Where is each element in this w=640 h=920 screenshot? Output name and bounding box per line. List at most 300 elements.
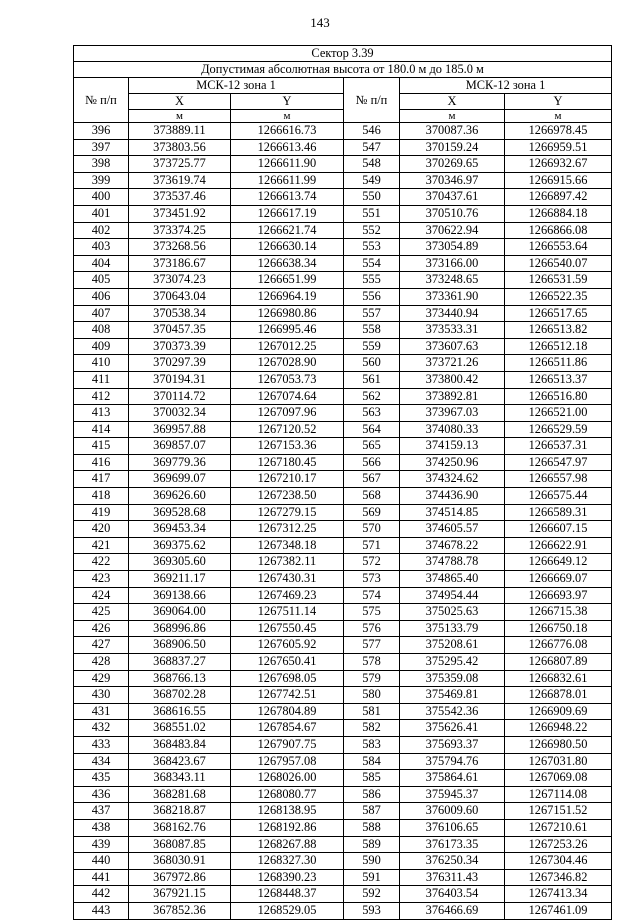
cell-x-left: 373619.74: [129, 172, 231, 189]
cell-y-right: 1266948.22: [505, 720, 612, 737]
cell-y-right: 1266516.80: [505, 388, 612, 405]
cell-y-right: 1266866.08: [505, 222, 612, 239]
cell-number-right: 577: [344, 637, 400, 654]
cell-x-right: 374080.33: [400, 421, 505, 438]
table-row: [74, 222, 612, 239]
cell-x-right: 373248.65: [400, 272, 505, 289]
table-row: [74, 554, 612, 571]
cell-x-left: 373889.11: [129, 123, 231, 140]
table-row: [74, 620, 612, 637]
cell-x-left: 368551.02: [129, 720, 231, 737]
cell-x-left: 373074.23: [129, 272, 231, 289]
cell-y-right: 1266980.50: [505, 736, 612, 753]
cell-y-left: 1267957.08: [231, 753, 344, 770]
cell-x-right: 370346.97: [400, 172, 505, 189]
cell-y-right: 1266978.45: [505, 123, 612, 140]
table-row: [74, 587, 612, 604]
cell-y-left: 1266964.19: [231, 288, 344, 305]
cell-x-left: 369305.60: [129, 554, 231, 571]
cell-x-right: 370437.61: [400, 189, 505, 206]
cell-y-right: 1266537.31: [505, 438, 612, 455]
cell-x-right: 375025.63: [400, 604, 505, 621]
cell-y-left: 1268026.00: [231, 770, 344, 787]
cell-x-right: 373361.90: [400, 288, 505, 305]
cell-number-left: 434: [74, 753, 129, 770]
cell-y-right: 1266932.67: [505, 156, 612, 173]
cell-number-right: 551: [344, 205, 400, 222]
cell-y-left: 1267698.05: [231, 670, 344, 687]
cell-y-right: 1266693.97: [505, 587, 612, 604]
cell-number-left: 416: [74, 454, 129, 471]
cell-y-right: 1266589.31: [505, 504, 612, 521]
cell-number-left: 399: [74, 172, 129, 189]
col-header-number-left: № п/п: [74, 78, 129, 123]
cell-number-left: 405: [74, 272, 129, 289]
table-row: [74, 355, 612, 372]
cell-x-right: 376466.69: [400, 902, 505, 919]
cell-x-right: 374954.44: [400, 587, 505, 604]
cell-y-right: 1266715.38: [505, 604, 612, 621]
cell-x-left: 370194.31: [129, 371, 231, 388]
cell-y-left: 1267650.41: [231, 654, 344, 671]
cell-x-left: 369211.17: [129, 571, 231, 588]
cell-number-right: 547: [344, 139, 400, 156]
cell-y-right: 1266522.35: [505, 288, 612, 305]
cell-x-right: 375693.37: [400, 736, 505, 753]
cell-y-right: 1266750.18: [505, 620, 612, 637]
cell-number-left: 422: [74, 554, 129, 571]
cell-number-left: 442: [74, 886, 129, 903]
cell-y-left: 1268448.37: [231, 886, 344, 903]
cell-x-right: 375133.79: [400, 620, 505, 637]
cell-y-left: 1267053.73: [231, 371, 344, 388]
cell-number-right: 561: [344, 371, 400, 388]
cell-y-left: 1267804.89: [231, 703, 344, 720]
cell-x-right: 373892.81: [400, 388, 505, 405]
cell-number-right: 563: [344, 405, 400, 422]
cell-number-left: 439: [74, 836, 129, 853]
cell-x-left: 369779.36: [129, 454, 231, 471]
cell-x-left: 367852.36: [129, 902, 231, 919]
cell-number-left: 415: [74, 438, 129, 455]
cell-x-right: 375295.42: [400, 654, 505, 671]
cell-x-right: 370622.94: [400, 222, 505, 239]
table-row: [74, 488, 612, 505]
unit-y-right: м: [505, 110, 612, 123]
coordinates-table: [73, 45, 612, 920]
cell-number-left: 432: [74, 720, 129, 737]
cell-y-right: 1267253.26: [505, 836, 612, 853]
cell-number-right: 562: [344, 388, 400, 405]
cell-x-right: 373967.03: [400, 405, 505, 422]
cell-y-right: 1266531.59: [505, 272, 612, 289]
cell-y-left: 1266617.19: [231, 205, 344, 222]
unit-x-right: м: [400, 110, 505, 123]
cell-number-left: 424: [74, 587, 129, 604]
cell-x-left: 368996.86: [129, 620, 231, 637]
cell-x-left: 368423.67: [129, 753, 231, 770]
cell-y-left: 1267120.52: [231, 421, 344, 438]
cell-y-left: 1266638.34: [231, 255, 344, 272]
cell-number-left: 421: [74, 537, 129, 554]
table-row: [74, 239, 612, 256]
cell-y-right: 1266512.18: [505, 338, 612, 355]
cell-x-left: 373268.56: [129, 239, 231, 256]
cell-number-left: 436: [74, 786, 129, 803]
cell-y-right: 1267210.61: [505, 819, 612, 836]
cell-number-left: 438: [74, 819, 129, 836]
cell-x-left: 370538.34: [129, 305, 231, 322]
cell-number-left: 398: [74, 156, 129, 173]
table-row: [74, 803, 612, 820]
cell-x-left: 370032.34: [129, 405, 231, 422]
cell-number-left: 400: [74, 189, 129, 206]
cell-number-right: 554: [344, 255, 400, 272]
table-row: [74, 703, 612, 720]
cell-y-right: 1266622.91: [505, 537, 612, 554]
table-body: [74, 123, 612, 920]
cell-y-right: 1266553.64: [505, 239, 612, 256]
cell-number-right: 565: [344, 438, 400, 455]
cell-x-left: 369453.34: [129, 521, 231, 538]
cell-x-right: 373533.31: [400, 322, 505, 339]
cell-x-right: 375945.37: [400, 786, 505, 803]
cell-number-left: 433: [74, 736, 129, 753]
cell-number-right: 548: [344, 156, 400, 173]
cell-y-left: 1267348.18: [231, 537, 344, 554]
cell-number-right: 566: [344, 454, 400, 471]
cell-y-left: 1267074.64: [231, 388, 344, 405]
cell-x-left: 368343.11: [129, 770, 231, 787]
cell-x-right: 373054.89: [400, 239, 505, 256]
cell-x-left: 369528.68: [129, 504, 231, 521]
cell-y-right: 1266529.59: [505, 421, 612, 438]
cell-x-left: 368766.13: [129, 670, 231, 687]
cell-number-right: 581: [344, 703, 400, 720]
cell-x-left: 368162.76: [129, 819, 231, 836]
cell-y-right: 1266878.01: [505, 687, 612, 704]
cell-number-right: 582: [344, 720, 400, 737]
cell-number-right: 585: [344, 770, 400, 787]
cell-x-right: 373440.94: [400, 305, 505, 322]
cell-number-left: 427: [74, 637, 129, 654]
cell-y-right: 1267031.80: [505, 753, 612, 770]
cell-x-right: 376250.34: [400, 853, 505, 870]
cell-x-right: 376106.65: [400, 819, 505, 836]
cell-x-right: 374324.62: [400, 471, 505, 488]
cell-y-left: 1267238.50: [231, 488, 344, 505]
cell-y-left: 1267742.51: [231, 687, 344, 704]
cell-number-right: 575: [344, 604, 400, 621]
cell-y-left: 1267312.25: [231, 521, 344, 538]
cell-number-right: 584: [344, 753, 400, 770]
cell-y-right: 1266909.69: [505, 703, 612, 720]
table-row: [74, 537, 612, 554]
cell-number-right: 553: [344, 239, 400, 256]
cell-number-left: 411: [74, 371, 129, 388]
cell-x-left: 373725.77: [129, 156, 231, 173]
cell-y-right: 1266517.65: [505, 305, 612, 322]
cell-x-left: 368218.87: [129, 803, 231, 820]
table-row: [74, 123, 612, 140]
table-row: [74, 454, 612, 471]
cell-x-right: 376311.43: [400, 869, 505, 886]
cell-x-left: 373374.25: [129, 222, 231, 239]
table-row: [74, 670, 612, 687]
cell-number-right: 586: [344, 786, 400, 803]
cell-y-right: 1266807.89: [505, 654, 612, 671]
table-row: [74, 687, 612, 704]
cell-x-left: 368616.55: [129, 703, 231, 720]
cell-number-right: 588: [344, 819, 400, 836]
cell-x-left: 369064.00: [129, 604, 231, 621]
table-row: [74, 770, 612, 787]
cell-y-right: 1266897.42: [505, 189, 612, 206]
cell-x-left: 373451.92: [129, 205, 231, 222]
cell-number-right: 574: [344, 587, 400, 604]
cell-number-right: 556: [344, 288, 400, 305]
cell-number-left: 430: [74, 687, 129, 704]
table-row: [74, 172, 612, 189]
cell-number-right: 578: [344, 654, 400, 671]
cell-y-left: 1266611.99: [231, 172, 344, 189]
table-row: [74, 786, 612, 803]
cell-x-left: 369699.07: [129, 471, 231, 488]
cell-x-right: 374436.90: [400, 488, 505, 505]
cell-number-left: 404: [74, 255, 129, 272]
cell-x-right: 374788.78: [400, 554, 505, 571]
cell-x-right: 374678.22: [400, 537, 505, 554]
cell-number-left: 435: [74, 770, 129, 787]
cell-number-right: 572: [344, 554, 400, 571]
unit-x-left: м: [129, 110, 231, 123]
cell-x-right: 370510.76: [400, 205, 505, 222]
cell-x-right: 376173.35: [400, 836, 505, 853]
cell-number-left: 414: [74, 421, 129, 438]
cell-y-left: 1267012.25: [231, 338, 344, 355]
cell-number-right: 570: [344, 521, 400, 538]
height-range: Допустимая абсолютная высота от 180.0 м до 185.0 м: [74, 62, 612, 78]
cell-y-right: 1267114.08: [505, 786, 612, 803]
cell-number-right: 583: [344, 736, 400, 753]
table-row: [74, 886, 612, 903]
cell-x-left: 367972.86: [129, 869, 231, 886]
cell-y-left: 1267854.67: [231, 720, 344, 737]
cell-number-left: 426: [74, 620, 129, 637]
cell-y-left: 1267210.17: [231, 471, 344, 488]
cell-x-left: 369138.66: [129, 587, 231, 604]
cell-number-left: 412: [74, 388, 129, 405]
cell-y-left: 1268529.05: [231, 902, 344, 919]
table-row: [74, 139, 612, 156]
cell-x-left: 373537.46: [129, 189, 231, 206]
cell-y-right: 1267413.34: [505, 886, 612, 903]
table-row: [74, 338, 612, 355]
cell-x-right: 373800.42: [400, 371, 505, 388]
cell-x-right: 375626.41: [400, 720, 505, 737]
cell-y-right: 1267346.82: [505, 869, 612, 886]
cell-number-left: 409: [74, 338, 129, 355]
cell-x-left: 369957.88: [129, 421, 231, 438]
cell-y-left: 1268080.77: [231, 786, 344, 803]
table-row: [74, 720, 612, 737]
cell-number-right: 569: [344, 504, 400, 521]
cell-number-right: 571: [344, 537, 400, 554]
sector-title: Сектор 3.39: [74, 46, 612, 62]
cell-number-left: 403: [74, 239, 129, 256]
cell-number-left: 418: [74, 488, 129, 505]
table-row: [74, 604, 612, 621]
cell-y-right: 1266540.07: [505, 255, 612, 272]
cell-number-left: 419: [74, 504, 129, 521]
cell-x-left: 370643.04: [129, 288, 231, 305]
cell-x-right: 376009.60: [400, 803, 505, 820]
cell-x-left: 369626.60: [129, 488, 231, 505]
col-header-x-right: X: [400, 94, 505, 110]
cell-x-left: 368702.28: [129, 687, 231, 704]
table-row: [74, 654, 612, 671]
cell-y-right: 1266521.00: [505, 405, 612, 422]
cell-y-right: 1267151.52: [505, 803, 612, 820]
cell-y-left: 1266980.86: [231, 305, 344, 322]
cell-y-right: 1266669.07: [505, 571, 612, 588]
cell-x-right: 370159.24: [400, 139, 505, 156]
cell-y-right: 1266884.18: [505, 205, 612, 222]
cell-x-right: 375542.36: [400, 703, 505, 720]
cell-number-right: 576: [344, 620, 400, 637]
cell-y-left: 1268327.30: [231, 853, 344, 870]
cell-number-left: 410: [74, 355, 129, 372]
cell-y-right: 1267304.46: [505, 853, 612, 870]
table-row: [74, 438, 612, 455]
cell-number-left: 425: [74, 604, 129, 621]
cell-y-left: 1268390.23: [231, 869, 344, 886]
cell-y-left: 1267469.23: [231, 587, 344, 604]
cell-number-right: 555: [344, 272, 400, 289]
cell-x-right: 373607.63: [400, 338, 505, 355]
cell-number-left: 429: [74, 670, 129, 687]
cell-x-left: 369375.62: [129, 537, 231, 554]
table-row: [74, 156, 612, 173]
cell-y-right: 1266649.12: [505, 554, 612, 571]
cell-x-left: 368483.84: [129, 736, 231, 753]
cell-x-right: 370087.36: [400, 123, 505, 140]
col-header-number-right: № п/п: [344, 78, 400, 123]
cell-y-right: 1266915.66: [505, 172, 612, 189]
cell-x-left: 368087.85: [129, 836, 231, 853]
cell-number-left: 397: [74, 139, 129, 156]
cell-y-left: 1267430.31: [231, 571, 344, 588]
cell-number-left: 437: [74, 803, 129, 820]
cell-number-right: 590: [344, 853, 400, 870]
cell-x-right: 375359.08: [400, 670, 505, 687]
cell-number-right: 558: [344, 322, 400, 339]
cell-x-left: 368837.27: [129, 654, 231, 671]
cell-number-left: 408: [74, 322, 129, 339]
table-row: [74, 836, 612, 853]
cell-y-right: 1266557.98: [505, 471, 612, 488]
cell-y-left: 1267097.96: [231, 405, 344, 422]
unit-y-left: м: [231, 110, 344, 123]
cell-number-right: 564: [344, 421, 400, 438]
table-row: [74, 869, 612, 886]
cell-number-left: 402: [74, 222, 129, 239]
table-row: [74, 819, 612, 836]
cell-y-right: 1267069.08: [505, 770, 612, 787]
cell-y-left: 1267550.45: [231, 620, 344, 637]
table-row: [74, 521, 612, 538]
cell-number-right: 587: [344, 803, 400, 820]
cell-y-left: 1267511.14: [231, 604, 344, 621]
cell-x-right: 375864.61: [400, 770, 505, 787]
cell-y-left: 1267180.45: [231, 454, 344, 471]
col-header-y-right: Y: [505, 94, 612, 110]
col-header-y-left: Y: [231, 94, 344, 110]
cell-number-right: 591: [344, 869, 400, 886]
cell-y-right: 1267461.09: [505, 902, 612, 919]
cell-x-left: 373186.67: [129, 255, 231, 272]
cell-x-right: 370269.65: [400, 156, 505, 173]
cell-y-left: 1266995.46: [231, 322, 344, 339]
table-row: [74, 471, 612, 488]
zone-header-left: МСК-12 зона 1: [129, 78, 344, 94]
cell-number-right: 546: [344, 123, 400, 140]
table-row: [74, 637, 612, 654]
table-row: [74, 189, 612, 206]
cell-number-left: 440: [74, 853, 129, 870]
cell-y-left: 1266630.14: [231, 239, 344, 256]
cell-x-right: 375794.76: [400, 753, 505, 770]
cell-number-left: 396: [74, 123, 129, 140]
table-row: [74, 405, 612, 422]
table-row: [74, 853, 612, 870]
cell-y-right: 1266513.82: [505, 322, 612, 339]
cell-x-right: 374865.40: [400, 571, 505, 588]
cell-x-left: 368281.68: [129, 786, 231, 803]
table-row: [74, 753, 612, 770]
cell-y-right: 1266547.97: [505, 454, 612, 471]
cell-number-left: 423: [74, 571, 129, 588]
cell-number-right: 593: [344, 902, 400, 919]
cell-y-right: 1266776.08: [505, 637, 612, 654]
cell-number-left: 441: [74, 869, 129, 886]
cell-y-left: 1266621.74: [231, 222, 344, 239]
cell-y-left: 1267028.90: [231, 355, 344, 372]
cell-number-right: 550: [344, 189, 400, 206]
cell-y-right: 1266832.61: [505, 670, 612, 687]
cell-x-left: 369857.07: [129, 438, 231, 455]
table-row: [74, 288, 612, 305]
cell-number-left: 401: [74, 205, 129, 222]
cell-y-right: 1266959.51: [505, 139, 612, 156]
cell-x-right: 374159.13: [400, 438, 505, 455]
cell-number-left: 431: [74, 703, 129, 720]
table-row: [74, 322, 612, 339]
cell-x-left: 368030.91: [129, 853, 231, 870]
table-row: [74, 272, 612, 289]
cell-y-right: 1266575.44: [505, 488, 612, 505]
cell-y-left: 1267153.36: [231, 438, 344, 455]
cell-number-right: 549: [344, 172, 400, 189]
cell-x-left: 370297.39: [129, 355, 231, 372]
table-row: [74, 205, 612, 222]
cell-number-left: 443: [74, 902, 129, 919]
cell-x-right: 376403.54: [400, 886, 505, 903]
cell-y-left: 1268192.86: [231, 819, 344, 836]
col-header-x-left: X: [129, 94, 231, 110]
cell-number-left: 417: [74, 471, 129, 488]
cell-x-left: 370114.72: [129, 388, 231, 405]
